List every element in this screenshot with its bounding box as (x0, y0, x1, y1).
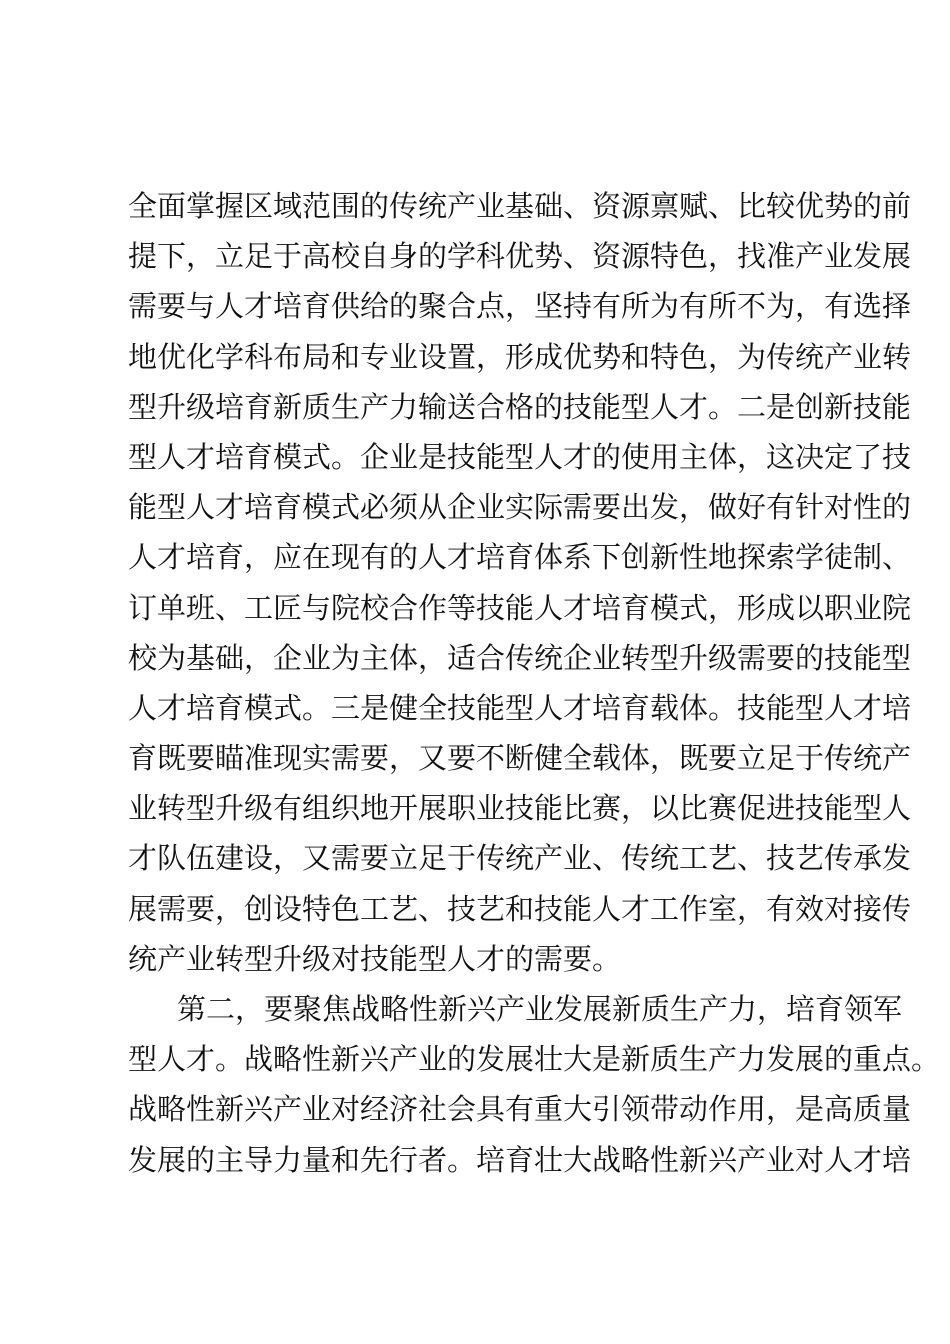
text-line: 能型人才培育模式必须从企业实际需要出发，做好有针对性的 (128, 490, 912, 525)
paragraph-end-line: 统产业转型升级对技能型人才的需要。 (128, 941, 622, 976)
text-line: 订单班、工匠与院校合作等技能人才培育模式，形成以职业院 (128, 590, 912, 625)
paragraph-start-line: 第二，要聚焦战略性新兴产业发展新质生产力，培育领军 (177, 992, 903, 1026)
text-line: 发展的主导力量和先行者。培育壮大战略性新兴产业对人才培 (128, 1142, 912, 1177)
text-line: 校为基础，企业为主体，适合传统企业转型升级需要的技能型 (128, 640, 912, 675)
text-line: 地优化学科布局和专业设置，形成优势和特色，为传统产业转 (128, 339, 912, 374)
body-text (128, 181, 941, 1185)
text-line: 展需要，创设特色工艺、技艺和技能人才工作室，有效对接传 (128, 891, 912, 926)
text-line: 型升级培育新质生产力输送合格的技能型人才。二是创新技能 (128, 389, 912, 424)
text-line: 育既要瞄准现实需要，又要不断健全载体，既要立足于传统产 (128, 741, 912, 776)
text-line: 才队伍建设，又需要立足于传统产业、传统工艺、技艺传承发 (128, 841, 912, 876)
text-line: 人才培育模式。三是健全技能型人才培育载体。技能型人才培 (128, 690, 912, 725)
text-line: 型人才。战略性新兴产业的发展壮大是新质生产力发展的重点。 (128, 1042, 941, 1077)
text-line: 战略性新兴产业对经济社会具有重大引领带动作用，是高质量 (128, 1092, 912, 1127)
text-line: 人才培育，应在现有的人才培育体系下创新性地探索学徒制、 (128, 540, 912, 575)
text-line: 需要与人才培育供给的聚合点，坚持有所为有所不为，有选择 (128, 289, 912, 324)
text-line: 全面掌握区域范围的传统产业基础、资源禀赋、比较优势的前 (128, 189, 912, 223)
text-line: 型人才培育模式。企业是技能型人才的使用主体，这决定了技 (128, 439, 912, 474)
text-line: 业转型升级有组织地开展职业技能比赛，以比赛促进技能型人 (128, 791, 912, 826)
text-line: 提下，立足于高校自身的学科优势、资源特色，找准产业发展 (128, 239, 912, 274)
